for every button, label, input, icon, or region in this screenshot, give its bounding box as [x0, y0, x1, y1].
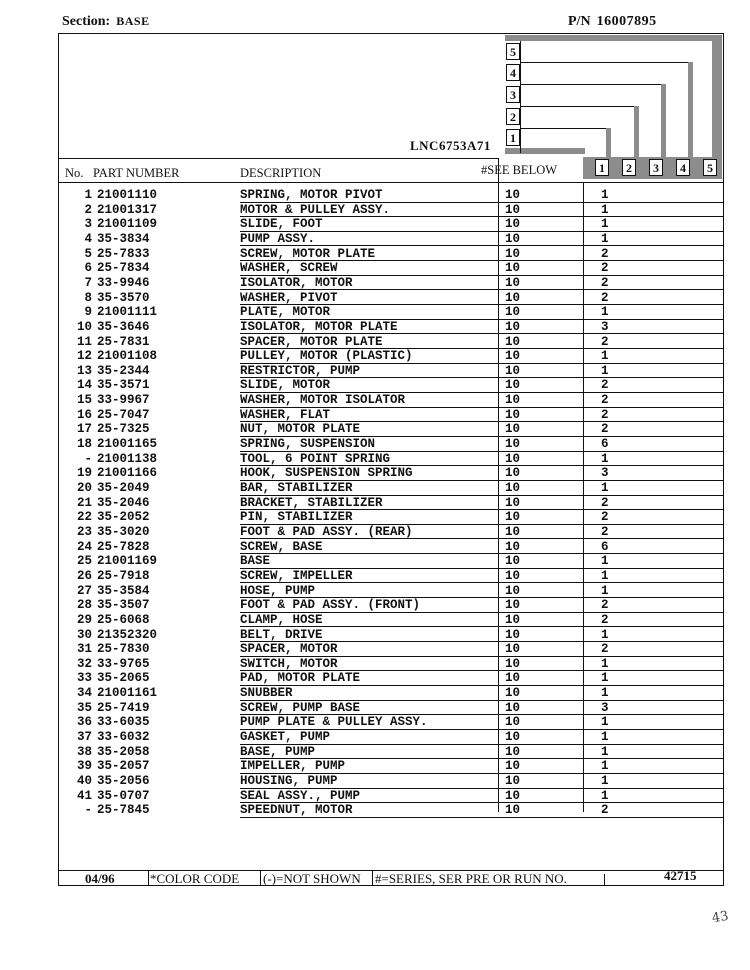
row-quantity: 2 — [601, 524, 609, 539]
series-box-3: 3 — [506, 86, 520, 103]
row-description: PLATE, MOTOR — [240, 305, 331, 320]
row-description: BASE, PUMP — [240, 744, 316, 759]
row-quantity: 2 — [601, 290, 609, 305]
row-description: WASHER, SCREW — [240, 261, 338, 276]
series-box-1: 1 — [506, 129, 520, 146]
row-quantity: 1 — [601, 583, 609, 598]
row-series: 10 — [505, 349, 521, 364]
row-item-number: 1 — [84, 188, 92, 202]
footer-not-shown: (-)=NOT SHOWN — [263, 871, 361, 886]
row-part-number: 25-7831 — [97, 334, 150, 349]
row-quantity: 2 — [601, 612, 609, 627]
diagram-shade-top — [505, 35, 722, 41]
row-description: SCREW, MOTOR PLATE — [240, 246, 376, 261]
pn-value: 16007895 — [596, 14, 657, 29]
row-item-number: 29 — [76, 612, 92, 627]
row-description: NUT, MOTOR PLATE — [240, 422, 361, 437]
row-part-number: 35-2049 — [97, 481, 150, 495]
row-part-number: 35-2046 — [97, 495, 150, 510]
row-description: ISOLATOR, MOTOR PLATE — [240, 319, 398, 334]
row-description: PULLEY, MOTOR (PLASTIC) — [240, 349, 413, 364]
row-part-number: 35-2052 — [97, 510, 150, 525]
row-quantity: 2 — [601, 510, 609, 525]
row-item-number: 36 — [76, 715, 92, 730]
footer-series-note: #=SERIES, SER PRE OR RUN NO. — [375, 871, 567, 886]
col-header-description: DESCRIPTION — [240, 166, 322, 180]
col-header-part-number: PART NUMBER — [93, 166, 180, 180]
row-quantity: 1 — [601, 715, 609, 730]
row-part-number: 25-7047 — [97, 407, 150, 422]
row-part-number: 35-3646 — [97, 319, 150, 334]
row-item-number: 21 — [76, 495, 92, 510]
row-part-number: 33-9765 — [97, 656, 150, 671]
series-box-2: 2 — [506, 108, 520, 125]
row-item-number: 10 — [76, 319, 92, 334]
row-part-number: 21001166 — [97, 466, 158, 481]
row-series: 10 — [505, 378, 521, 393]
footer-page-code: 42715 — [664, 868, 697, 883]
row-description: GASKET, PUMP — [240, 730, 331, 745]
row-quantity: 6 — [601, 437, 609, 452]
row-item-number: 2 — [84, 202, 92, 217]
row-quantity: 2 — [601, 495, 609, 510]
series-box-5: 5 — [506, 43, 520, 60]
row-series: 10 — [505, 217, 521, 232]
row-description: HOOK, SUSPENSION SPRING — [240, 466, 413, 481]
row-item-number: 4 — [84, 231, 92, 246]
row-item-number: 13 — [76, 363, 92, 378]
row-part-number: 21001110 — [97, 188, 158, 202]
row-description: IMPELLER, PUMP — [240, 759, 346, 774]
row-part-number: 35-3834 — [97, 231, 150, 246]
series-col-2: 2 — [622, 159, 636, 176]
row-quantity: 2 — [601, 334, 609, 349]
row-quantity: 1 — [601, 774, 609, 788]
row-series: 10 — [505, 774, 521, 788]
row-part-number: 35-2065 — [97, 671, 150, 686]
row-part-number: 33-6032 — [97, 730, 150, 745]
row-item-number: 11 — [76, 334, 92, 349]
row-series: 10 — [505, 642, 521, 657]
row-description: SLIDE, MOTOR — [240, 378, 331, 393]
row-quantity: 1 — [601, 305, 609, 320]
row-description: SPACER, MOTOR PLATE — [240, 334, 383, 349]
row-series: 10 — [505, 524, 521, 539]
row-quantity: 2 — [601, 422, 609, 437]
row-part-number: 25-7833 — [97, 246, 150, 261]
row-item-number: 6 — [84, 261, 92, 276]
row-part-number: 21001161 — [97, 686, 158, 701]
row-series: 10 — [505, 598, 521, 613]
row-quantity: 1 — [601, 744, 609, 759]
row-description: SPEEDNUT, MOTOR — [240, 803, 353, 818]
row-quantity: 2 — [601, 642, 609, 657]
row-item-number: 16 — [76, 407, 92, 422]
row-series: 10 — [505, 671, 521, 686]
row-part-number: 25-7828 — [97, 539, 150, 554]
row-series: 10 — [505, 275, 521, 290]
row-description: SCREW, PUMP BASE — [240, 700, 361, 715]
row-part-number: 35-3507 — [97, 598, 150, 613]
row-part-number: 35-0707 — [97, 788, 150, 803]
row-rule — [240, 553, 724, 554]
row-item-number: 15 — [76, 393, 92, 408]
row-quantity: 1 — [601, 730, 609, 745]
row-description: SPACER, MOTOR — [240, 642, 338, 657]
row-quantity: 2 — [601, 393, 609, 408]
row-description: BASE — [240, 554, 271, 569]
row-quantity: 2 — [601, 407, 609, 422]
row-part-number: 21001108 — [97, 349, 158, 364]
row-item-number: 28 — [76, 598, 92, 613]
row-item-number: 18 — [76, 437, 92, 452]
diagram-shade-bottom — [505, 148, 585, 154]
row-quantity: 1 — [601, 686, 609, 701]
series-col-5: 5 — [703, 159, 717, 176]
row-description: SNUBBER — [240, 686, 293, 701]
row-quantity: 1 — [601, 363, 609, 378]
row-item-number: 7 — [84, 275, 92, 290]
row-description: WASHER, PIVOT — [240, 290, 338, 305]
row-series: 10 — [505, 715, 521, 730]
diagram-code: LNC6753A71 — [410, 138, 491, 153]
row-rule — [240, 685, 724, 686]
row-series: 10 — [505, 759, 521, 774]
row-part-number: 25-7834 — [97, 261, 150, 276]
row-item-number: 31 — [76, 642, 92, 657]
row-part-number: 25-7419 — [97, 700, 150, 715]
row-quantity: 1 — [601, 568, 609, 583]
footer-color-code: *COLOR CODE — [150, 871, 240, 886]
row-series: 10 — [505, 656, 521, 671]
row-series: 10 — [505, 612, 521, 627]
row-quantity: 6 — [601, 539, 609, 554]
row-part-number: 35-3571 — [97, 378, 150, 393]
row-item-number: 35 — [76, 700, 92, 715]
row-description: WASHER, MOTOR ISOLATOR — [240, 393, 406, 408]
row-series: 10 — [505, 261, 521, 276]
row-item-number: 24 — [76, 539, 92, 554]
row-item-number: 22 — [76, 510, 92, 525]
row-series: 10 — [505, 188, 521, 202]
row-part-number: 35-3570 — [97, 290, 150, 305]
row-part-number: 21001165 — [97, 437, 158, 452]
row-quantity: 1 — [601, 759, 609, 774]
row-description: FOOT & PAD ASSY. (REAR) — [240, 524, 413, 539]
row-description: SPRING, MOTOR PIVOT — [240, 188, 383, 202]
part-number-header — [568, 14, 657, 30]
row-item-number: 32 — [76, 656, 92, 671]
row-series: 10 — [505, 319, 521, 334]
margin-note: 43 — [710, 908, 730, 927]
series-box-4: 4 — [506, 64, 520, 81]
row-series: 10 — [505, 202, 521, 217]
row-part-number: 25-7918 — [97, 568, 150, 583]
row-description: SCREW, BASE — [240, 539, 323, 554]
row-part-number: 35-2344 — [97, 363, 150, 378]
series-col-3: 3 — [649, 159, 663, 176]
row-description: ISOLATOR, MOTOR — [240, 275, 353, 290]
row-part-number: 35-3584 — [97, 583, 150, 598]
section-label: Section: — [62, 14, 111, 29]
col-header-no: No. — [65, 166, 84, 180]
row-item-number: 39 — [76, 759, 92, 774]
row-description: PAD, MOTOR PLATE — [240, 671, 361, 686]
pn-label: P/N — [568, 14, 591, 29]
row-part-number: 35-3020 — [97, 524, 150, 539]
row-item-number: 12 — [76, 349, 92, 364]
row-quantity: 1 — [601, 231, 609, 246]
footer-date: 04/96 — [85, 871, 115, 886]
row-quantity: 2 — [601, 261, 609, 276]
row-item-number: 9 — [84, 305, 92, 320]
row-series: 10 — [505, 422, 521, 437]
row-part-number: 21352320 — [97, 627, 158, 642]
row-description: BELT, DRIVE — [240, 627, 323, 642]
row-description: SEAL ASSY., PUMP — [240, 788, 361, 803]
row-part-number: 35-2057 — [97, 759, 150, 774]
series-col-1: 1 — [595, 159, 609, 176]
row-item-number: 30 — [76, 627, 92, 642]
row-item-number: 38 — [76, 744, 92, 759]
row-description: PUMP ASSY. — [240, 231, 316, 246]
row-item-number: 33 — [76, 671, 92, 686]
row-quantity: 1 — [601, 451, 609, 466]
row-quantity: 3 — [601, 319, 609, 334]
row-item-number: 41 — [76, 788, 92, 803]
row-item-number: 37 — [76, 730, 92, 745]
row-series: 10 — [505, 246, 521, 261]
row-series: 10 — [505, 290, 521, 305]
row-series: 10 — [505, 510, 521, 525]
row-series: 10 — [505, 393, 521, 408]
row-series: 10 — [505, 363, 521, 378]
row-series: 10 — [505, 481, 521, 495]
row-series: 10 — [505, 334, 521, 349]
row-item-number: 17 — [76, 422, 92, 437]
row-part-number: 25-6068 — [97, 612, 150, 627]
row-quantity: 2 — [601, 803, 609, 818]
row-description: BAR, STABILIZER — [240, 481, 353, 495]
row-quantity: 2 — [601, 246, 609, 261]
row-part-number: 21001138 — [97, 451, 158, 466]
row-part-number: 21001111 — [97, 305, 158, 320]
row-series: 10 — [505, 231, 521, 246]
row-series: 10 — [505, 730, 521, 745]
row-series: 10 — [505, 495, 521, 510]
row-series: 10 — [505, 744, 521, 759]
row-item-number: 40 — [76, 774, 92, 788]
row-part-number: 33-9946 — [97, 275, 150, 290]
row-item-number: 23 — [76, 524, 92, 539]
row-description: FOOT & PAD ASSY. (FRONT) — [240, 598, 421, 613]
row-description: SWITCH, MOTOR — [240, 656, 338, 671]
row-quantity: 1 — [601, 656, 609, 671]
row-quantity: 1 — [601, 217, 609, 232]
row-series: 10 — [505, 568, 521, 583]
row-item-number: 14 — [76, 378, 92, 393]
col-header-see-below: #SEE BELOW — [481, 163, 558, 177]
row-quantity: 3 — [601, 700, 609, 715]
row-quantity: 1 — [601, 627, 609, 642]
row-description: RESTRICTOR, PUMP — [240, 363, 361, 378]
row-series: 10 — [505, 788, 521, 803]
row-description: WASHER, FLAT — [240, 407, 331, 422]
row-item-number: 5 — [84, 246, 92, 261]
row-quantity: 1 — [601, 554, 609, 569]
row-series: 10 — [505, 803, 521, 818]
row-quantity: 1 — [601, 188, 609, 202]
row-item-number: 19 — [76, 466, 92, 481]
row-quantity: 1 — [601, 202, 609, 217]
row-series: 10 — [505, 466, 521, 481]
row-series: 10 — [505, 437, 521, 452]
row-series: 10 — [505, 686, 521, 701]
row-item-number: - — [84, 803, 92, 818]
row-item-number: 34 — [76, 686, 92, 701]
row-description: PUMP PLATE & PULLEY ASSY. — [240, 715, 428, 730]
row-part-number: 35-2056 — [97, 774, 150, 788]
row-quantity: 1 — [601, 481, 609, 495]
row-part-number: 33-9967 — [97, 393, 150, 408]
row-part-number: 21001109 — [97, 217, 158, 232]
row-quantity: 1 — [601, 349, 609, 364]
row-item-number: - — [84, 451, 92, 466]
row-part-number: 25-7325 — [97, 422, 150, 437]
diagram-shade-right — [712, 35, 722, 165]
row-item-number: 8 — [84, 290, 92, 305]
row-description: CLAMP, HOSE — [240, 612, 323, 627]
row-description: SPRING, SUSPENSION — [240, 437, 376, 452]
row-description: HOSE, PUMP — [240, 583, 316, 598]
row-series: 10 — [505, 583, 521, 598]
row-series: 10 — [505, 305, 521, 320]
row-quantity: 1 — [601, 671, 609, 686]
row-description: MOTOR & PULLEY ASSY. — [240, 202, 391, 217]
row-rule — [240, 817, 724, 818]
row-series: 10 — [505, 407, 521, 422]
row-quantity: 3 — [601, 466, 609, 481]
row-series: 10 — [505, 451, 521, 466]
row-description: TOOL, 6 POINT SPRING — [240, 451, 391, 466]
row-part-number: 25-7845 — [97, 803, 150, 818]
section-value: BASE — [116, 14, 150, 28]
row-description: PIN, STABILIZER — [240, 510, 353, 525]
row-series: 10 — [505, 700, 521, 715]
row-item-number: 20 — [76, 481, 92, 495]
row-item-number: 27 — [76, 583, 92, 598]
section-header — [62, 14, 150, 30]
row-part-number: 35-2058 — [97, 744, 150, 759]
row-series: 10 — [505, 554, 521, 569]
row-description: SLIDE, FOOT — [240, 217, 323, 232]
row-part-number: 33-6035 — [97, 715, 150, 730]
row-item-number: 25 — [76, 554, 92, 569]
row-description: BRACKET, STABILIZER — [240, 495, 383, 510]
row-part-number: 21001169 — [97, 554, 158, 569]
series-col-4: 4 — [676, 159, 690, 176]
row-part-number: 25-7830 — [97, 642, 150, 657]
row-item-number: 26 — [76, 568, 92, 583]
row-quantity: 2 — [601, 378, 609, 393]
row-description: HOUSING, PUMP — [240, 774, 338, 788]
row-part-number: 21001317 — [97, 202, 158, 217]
row-series: 10 — [505, 539, 521, 554]
row-item-number: 3 — [84, 217, 92, 232]
row-quantity: 2 — [601, 598, 609, 613]
row-series: 10 — [505, 627, 521, 642]
row-quantity: 2 — [601, 275, 609, 290]
row-description: SCREW, IMPELLER — [240, 568, 353, 583]
row-quantity: 1 — [601, 788, 609, 803]
